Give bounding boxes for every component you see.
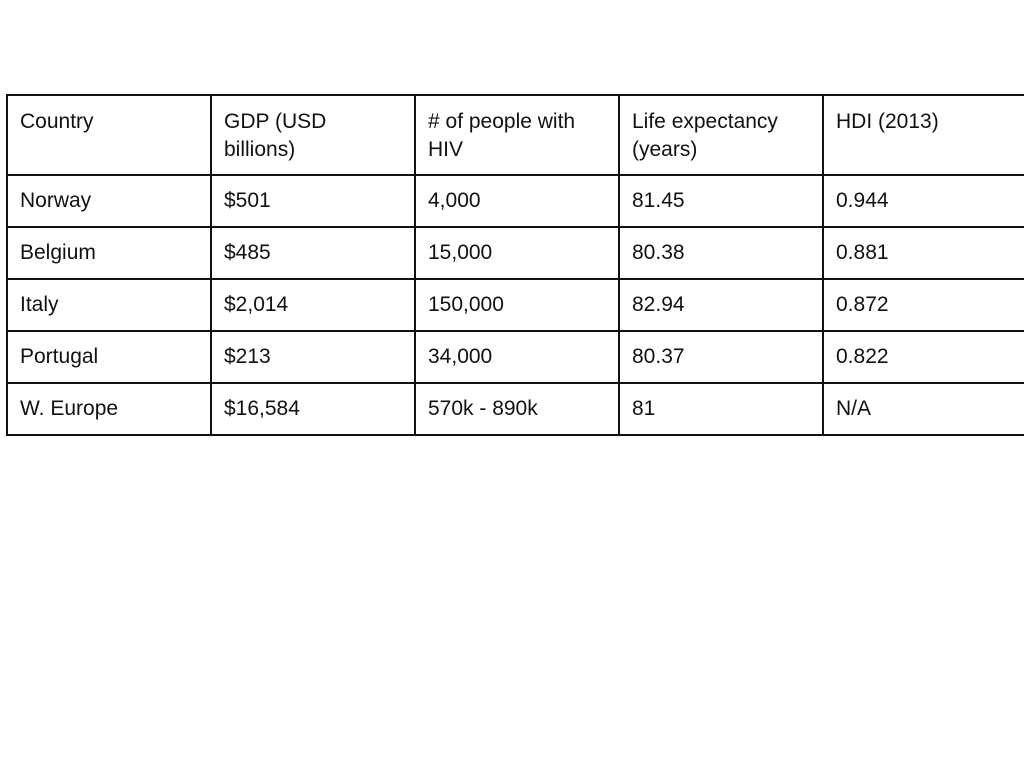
cell-hiv: 4,000 [415, 175, 619, 227]
header-gdp: GDP (USD billions) [211, 95, 415, 175]
cell-hiv: 15,000 [415, 227, 619, 279]
cell-hdi: N/A [823, 383, 1024, 435]
table-row [7, 175, 1024, 227]
header-row [7, 95, 1024, 175]
table-body [7, 175, 1024, 435]
cell-hiv: 570k - 890k [415, 383, 619, 435]
country-statistics-table [6, 94, 1024, 436]
table-row [7, 227, 1024, 279]
cell-gdp: $213 [211, 331, 415, 383]
cell-gdp: $501 [211, 175, 415, 227]
cell-gdp: $2,014 [211, 279, 415, 331]
table-header [7, 95, 1024, 175]
cell-gdp: $485 [211, 227, 415, 279]
table-row [7, 279, 1024, 331]
cell-country: W. Europe [7, 383, 211, 435]
header-hdi: HDI (2013) [823, 95, 1024, 175]
cell-life-expectancy: 80.37 [619, 331, 823, 383]
cell-hdi: 0.822 [823, 331, 1024, 383]
cell-hdi: 0.944 [823, 175, 1024, 227]
cell-gdp: $16,584 [211, 383, 415, 435]
cell-country: Norway [7, 175, 211, 227]
cell-life-expectancy: 81 [619, 383, 823, 435]
cell-hiv: 34,000 [415, 331, 619, 383]
cell-hiv: 150,000 [415, 279, 619, 331]
cell-life-expectancy: 80.38 [619, 227, 823, 279]
header-hiv: # of people with HIV [415, 95, 619, 175]
cell-country: Belgium [7, 227, 211, 279]
cell-country: Italy [7, 279, 211, 331]
cell-hdi: 0.872 [823, 279, 1024, 331]
cell-country: Portugal [7, 331, 211, 383]
cell-life-expectancy: 81.45 [619, 175, 823, 227]
cell-life-expectancy: 82.94 [619, 279, 823, 331]
header-life-expectancy: Life expectancy (years) [619, 95, 823, 175]
cell-hdi: 0.881 [823, 227, 1024, 279]
header-country: Country [7, 95, 211, 175]
table-row [7, 331, 1024, 383]
table-row [7, 383, 1024, 435]
